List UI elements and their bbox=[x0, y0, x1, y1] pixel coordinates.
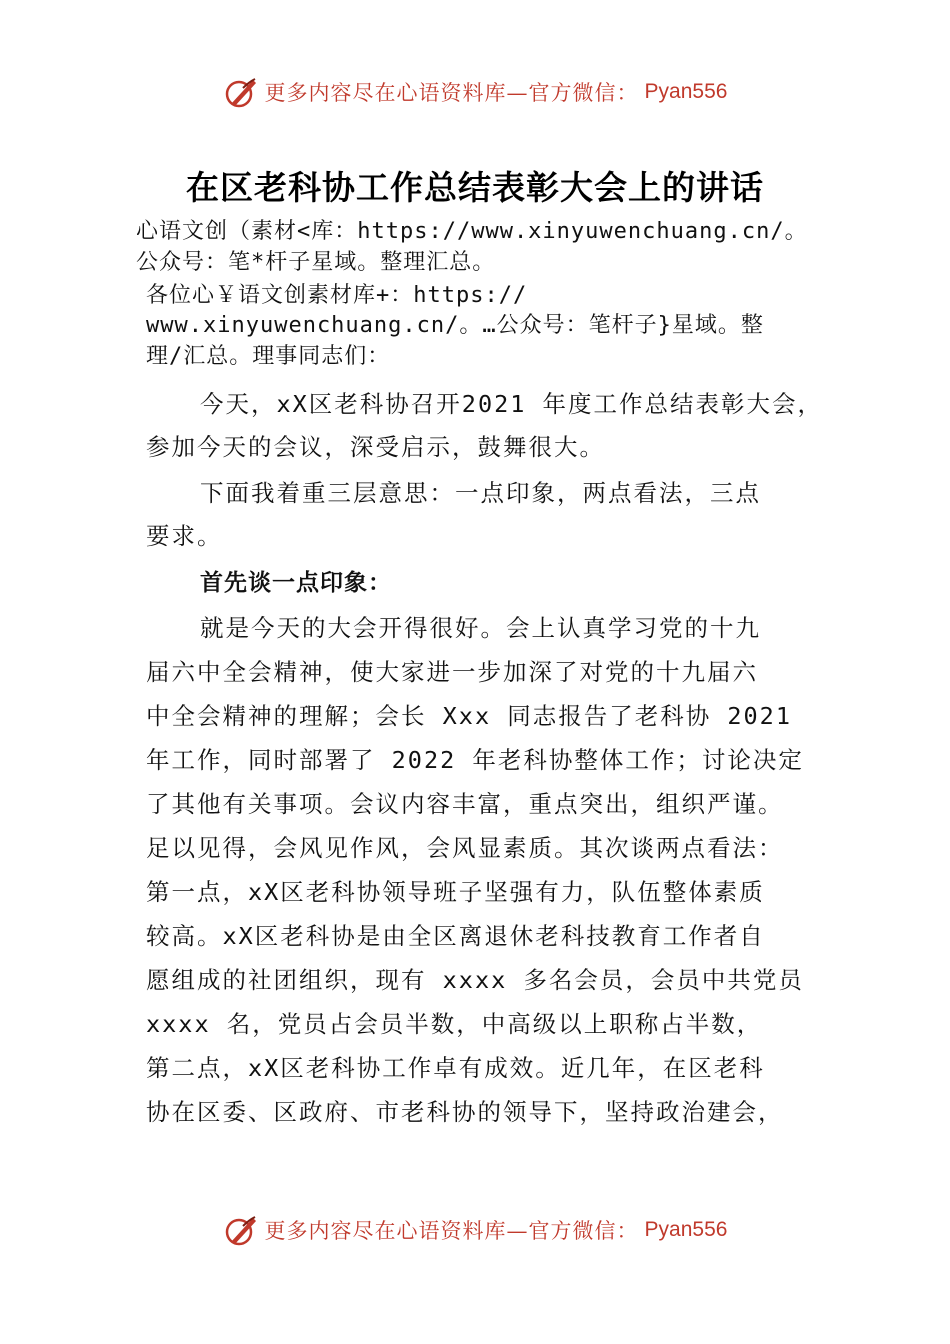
paragraph-line: 参加今天的会议，深受启示，鼓舞很大。 bbox=[146, 433, 605, 461]
paragraph-line: 了其他有关事项。会议内容丰富，重点突出，组织严谨。 bbox=[146, 790, 784, 818]
footer-banner-id: Pyan556 bbox=[644, 1218, 728, 1241]
paragraph-line: 下面我着重三层意思：一点印象，两点看法，三点 bbox=[200, 479, 761, 507]
paragraph-line: 第一点，xX区老科协领导班子坚强有力，队伍整体素质 bbox=[146, 878, 765, 906]
footer-banner bbox=[0, 1210, 950, 1250]
header-banner-id: Pyan556 bbox=[644, 80, 728, 103]
footer-banner-text: 更多内容尽在心语资料库—官方微信： bbox=[264, 1219, 639, 1243]
section-heading: 首先谈一点印象： bbox=[200, 570, 392, 596]
text-line: 各位心￥语文创素材库+：https:// bbox=[146, 283, 528, 308]
paragraph-line: 愿组成的社团组织，现有 xxxx 多名会员，会员中共党员 bbox=[146, 966, 804, 994]
paragraph-line: 就是今天的大会开得很好。会上认真学习党的十九 bbox=[200, 614, 761, 642]
paragraph-line: xxxx 名，党员占会员半数，中高级以上职称占半数， bbox=[146, 1010, 763, 1038]
text-line: 理/汇总。理事同志们： bbox=[146, 344, 391, 369]
header-banner bbox=[0, 72, 950, 112]
text-line: 心语文创（素材<库：https://www.xinyuwenchuang.cn/。 bbox=[136, 219, 808, 244]
paragraph-line: 第二点，xX区老科协工作卓有成效。近几年，在区老科 bbox=[146, 1054, 765, 1082]
header-banner-text: 更多内容尽在心语资料库—官方微信： bbox=[264, 81, 639, 105]
paragraph-line: 足以见得，会风见作风，会风显素质。其次谈两点看法： bbox=[146, 834, 784, 862]
text-line: www.xinyuwenchuang.cn/。…公众号：笔杆子}星域。整 bbox=[146, 313, 764, 338]
paragraph-line: 协在区委、区政府、市老科协的领导下，坚持政治建会， bbox=[146, 1098, 784, 1126]
text-line: 公众号：笔*杆子星域。整理汇总。 bbox=[136, 250, 496, 275]
paragraph-line: 较高。xX区老科协是由全区离退休老科技教育工作者自 bbox=[146, 922, 765, 950]
quill-logo-icon bbox=[223, 74, 259, 110]
paragraph-line: 要求。 bbox=[146, 522, 223, 550]
paragraph-line: 届六中全会精神，使大家进一步加深了对党的十九届六 bbox=[146, 658, 758, 686]
quill-logo-icon bbox=[223, 1212, 259, 1248]
paragraph-line: 中全会精神的理解；会长 Xxx 同志报告了老科协 2021 bbox=[146, 702, 792, 730]
paragraph-line: 年工作，同时部署了 2022 年老科协整体工作；讨论决定 bbox=[146, 746, 804, 774]
paragraph-line: 今天，xX区老科协召开2021 年度工作总结表彰大会， bbox=[200, 390, 824, 418]
document-title: 在区老科协工作总结表彰大会上的讲话 bbox=[186, 168, 764, 207]
